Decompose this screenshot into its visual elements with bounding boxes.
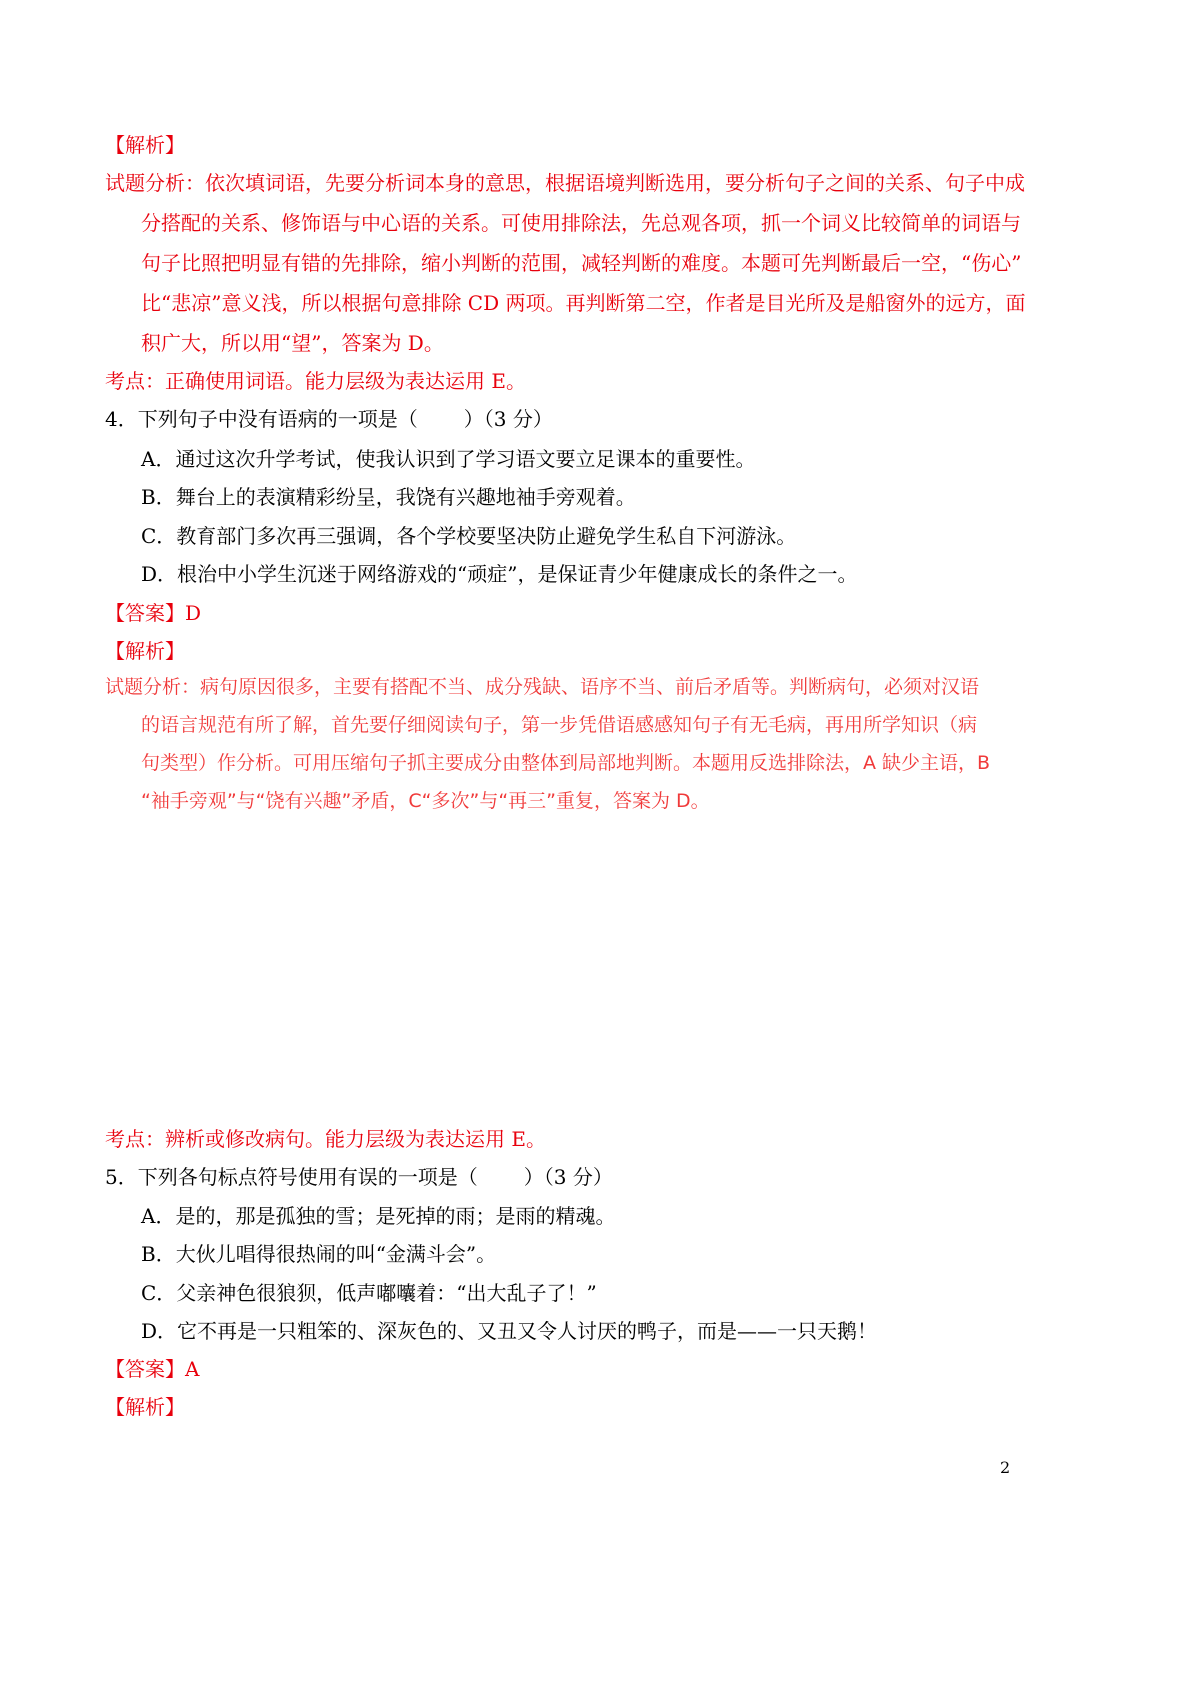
q4-analysis-heading: 【解析】 — [105, 639, 185, 663]
q5-analysis-heading: 【解析】 — [105, 1395, 185, 1419]
page-number: 2 — [1000, 1458, 1011, 1477]
q3-analysis-heading: 【解析】 — [105, 133, 185, 157]
q4-option-b: B．舞台上的表演精彩纷呈，我饶有兴趣地袖手旁观着。 — [141, 485, 636, 509]
q3-analysis-line-2: 分搭配的关系、修饰语与中心语的关系。可使用排除法，先总观各项，抓一个词义比较简单的词语与 — [141, 211, 1021, 235]
q4-kaodian: 考点：辨析或修改病句。能力层级为表达运用 E。 — [105, 1127, 546, 1151]
q4-analysis-line-1: 试题分析：病句原因很多，主要有搭配不当、成分残缺、语序不当、前后矛盾等。判断病句，必须对汉语 — [105, 676, 980, 698]
q4-analysis-line-4: “袖手旁观”与“饶有兴趣”矛盾，C“多次”与“再三”重复，答案为 D。 — [141, 790, 710, 812]
q3-analysis-line-4: 比“悲凉”意义浅，所以根据句意排除 CD 两项。再判断第二空，作者是目光所及是船窗外的远方，面 — [141, 291, 1026, 315]
q5-option-a: A．是的，那是孤独的雪；是死掉的雨；是雨的精魂。 — [141, 1204, 616, 1228]
q4-answer: 【答案】D — [105, 601, 202, 625]
q4-option-a: A．通过这次升学考试，使我认识到了学习语文要立足课本的重要性。 — [141, 447, 756, 471]
q4-option-d: D．根治中小学生沉迷于网络游戏的“顽症”，是保证青少年健康成长的条件之一。 — [141, 562, 858, 586]
q4-option-c: C．教育部门多次再三强调，各个学校要坚决防止避免学生私自下河游泳。 — [141, 524, 797, 548]
q3-analysis-line-5: 积广大，所以用“望”，答案为 D。 — [141, 331, 444, 355]
q4-analysis-line-2: 的语言规范有所了解，首先要仔细阅读句子，第一步凭借语感感知句子有无毛病，再用所学知识（病 — [141, 714, 978, 736]
q3-analysis-line-1: 试题分析：依次填词语，先要分析词本身的意思，根据语境判断选用，要分析句子之间的关系、句子中成 — [105, 171, 1025, 195]
q3-analysis-line-3: 句子比照把明显有错的先排除，缩小判断的范围，减轻判断的难度。本题可先判断最后一空，“伤心” — [141, 251, 1022, 275]
q5-stem — [105, 1164, 613, 1190]
q3-kaodian: 考点：正确使用词语。能力层级为表达运用 E。 — [105, 369, 526, 393]
q5-option-d: D．它不再是一只粗笨的、深灰色的、又丑又令人讨厌的鸭子，而是——一只天鹅！ — [141, 1319, 878, 1343]
q4-stem — [105, 406, 553, 432]
q4-stem-part-b: ）（3 分） — [463, 407, 553, 431]
q4-analysis-line-3: 句类型）作分析。可用压缩句子抓主要成分由整体到局部地判断。本题用反选排除法，A 缺少主语，B — [141, 752, 991, 774]
q5-answer: 【答案】A — [105, 1357, 200, 1381]
q4-stem-part-a: 4．下列句子中没有语病的一项是（ — [105, 407, 418, 431]
q5-option-c: C．父亲神色很狼狈，低声嘟囔着：“出大乱子了！” — [141, 1281, 597, 1305]
q5-option-b: B．大伙儿唱得很热闹的叫“金满斗会”。 — [141, 1242, 497, 1266]
q5-stem-part-b: ）（3 分） — [523, 1165, 613, 1189]
q5-stem-part-a: 5．下列各句标点符号使用有误的一项是（ — [105, 1165, 478, 1189]
